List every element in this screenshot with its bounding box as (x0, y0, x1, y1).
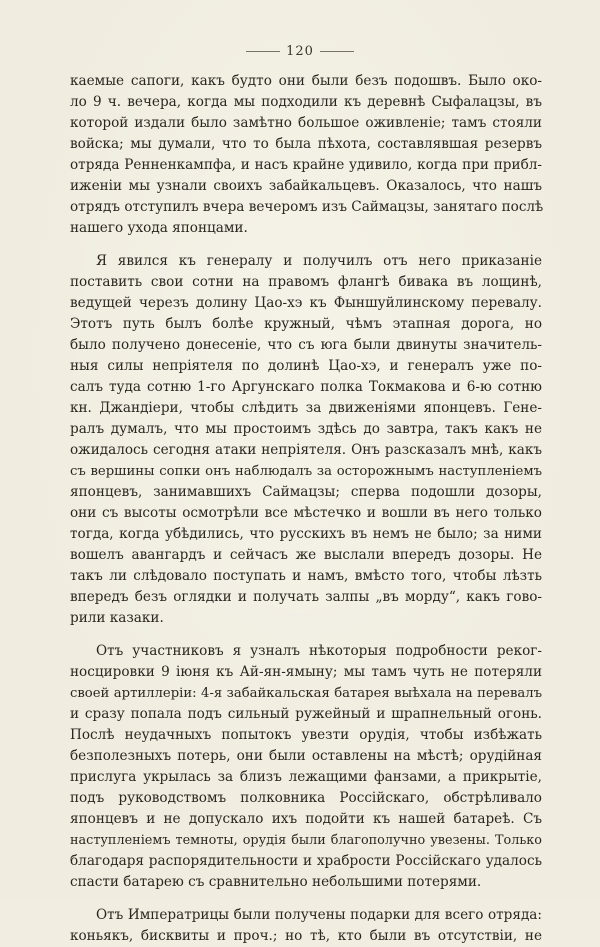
text-line: коньякъ, бисквиты и проч.; но тѣ, кто были въ отсутствіи, не (70, 928, 542, 944)
text-line: войска; мы думали, что то была пѣхота, составлявшая резервъ (70, 136, 542, 152)
text-line: своей артиллеріи: 4-я забайкальская батарея выѣхала на перевалъ (70, 686, 542, 701)
paragraph-1 (70, 71, 542, 239)
text-line: и сразу попала подъ сильный ружейный и шрапнельный огонь. (70, 706, 542, 722)
text-line: ралъ думалъ, что мы простоимъ здѣсь до завтра, такъ какъ не (70, 421, 542, 437)
text-line: подъ руководствомъ полковника Россійскаго, обстрѣливало (70, 790, 542, 806)
text-line: отрядъ отступилъ вчера вечеромъ изъ Саймацзы, занятаго послѣ (70, 199, 544, 215)
text-line: безполезныхъ потерь, они были оставлены на мѣстѣ; орудійная (70, 748, 542, 764)
text-line: наступленіемъ темноты, орудія были благополучно увезены. Только (70, 833, 542, 848)
text-line: благодаря распорядительности и храбрости Россійскаго удалось (70, 853, 542, 869)
text-line: Отъ Императрицы были получены подарки для всего отряда: (96, 907, 542, 923)
text-line: которой издали было замѣтно большое оживленіе; тамъ стояли (70, 115, 542, 131)
text-line: Послѣ неудачныхъ попытокъ увезти орудія, чтобы избѣжать (70, 727, 542, 743)
body-text (70, 71, 542, 947)
page-header (0, 44, 600, 59)
text-line: ведущей черезъ долину Цао-хэ къ Фыншуйлинскому перевалу. (70, 295, 542, 311)
text-line: прислуга укрылась за близъ лежащими фанзами, а прикрытіе, (70, 769, 542, 785)
text-line: Этотъ путь былъ болѣе кружный, чѣмъ этапная дорога, но (70, 316, 542, 332)
text-line: такъ ли слѣдовало поступать и намъ, вмѣсто того, чтобы лѣзть (70, 568, 542, 584)
text-line: отряда Ренненкампфа, и насъ крайне удивило, когда при прибл- (70, 157, 542, 173)
header-ornament-right (320, 51, 354, 52)
text-line: спасти батарею съ сравнительно небольшими потерями. (70, 874, 482, 890)
paragraph-2 (70, 251, 542, 629)
text-line: впередъ безъ оглядки и получать залпы „въ морду“, какъ гово- (70, 589, 542, 605)
text-line: каемые сапоги, какъ будто они были безъ подошвъ. Было око- (70, 73, 542, 89)
text-line: ло 9 ч. вечера, когда мы подходили къ деревнѣ Сыфалацзы, въ (70, 94, 542, 110)
paragraph-4 (70, 905, 542, 947)
text-line: тогда, когда убѣдились, что русскихъ въ немъ не было; за ними (70, 526, 542, 542)
paragraph-3 (70, 641, 542, 893)
text-line: ныя силы непріятеля по долинѣ Цао-хэ, и генералъ уже по- (70, 358, 542, 374)
text-line: съ вершины сопки онъ наблюдалъ за осторожнымъ наступленіемъ (70, 464, 542, 479)
text-line: рили казаки. (70, 610, 164, 626)
text-line: иженіи мы узнали своихъ забайкальцевъ. Оказалось, что нашъ (70, 178, 542, 194)
text-line: японцевъ и не допускало ихъ подойти къ нашей батареѣ. Съ (70, 811, 542, 827)
text-line: носцировки 9 іюня къ Ай-ян-ямыну; мы тамъ чуть не потеряли (70, 664, 542, 680)
text-line: нашего ухода японцами. (70, 220, 248, 236)
header-ornament-left (246, 51, 280, 52)
text-line: ожидалось сегодня атаки непріятеля. Онъ разсказалъ мнѣ, какъ (70, 442, 542, 458)
text-line: было получено донесеніе, что съ юга были двинуты значитель- (70, 337, 542, 353)
text-line: японцевъ, занимавшихъ Саймацзы; сперва подошли дозоры, (70, 484, 542, 500)
text-line: салъ туда сотню 1-го Аргунскаго полка Токмакова и 6-ю сотню (70, 379, 542, 395)
text-line: вошелъ авангардъ и сейчасъ же выслали впередъ дозоры. Не (70, 547, 542, 563)
page-number: 120 (286, 44, 314, 59)
text-line: они съ высоты осмотрѣли все мѣстечко и вошли въ него только (70, 505, 542, 521)
text-line: поставить свои сотни на правомъ флангѣ бивака въ лощинѣ, (70, 274, 542, 290)
text-line: Отъ участниковъ я узналъ нѣкоторыя подробности реког- (96, 643, 542, 659)
text-line: Я явился къ генералу и получилъ отъ него приказаніе (96, 253, 542, 269)
text-line: кн. Джандіери, чтобы слѣдить за движеніями японцевъ. Гене- (70, 400, 542, 416)
